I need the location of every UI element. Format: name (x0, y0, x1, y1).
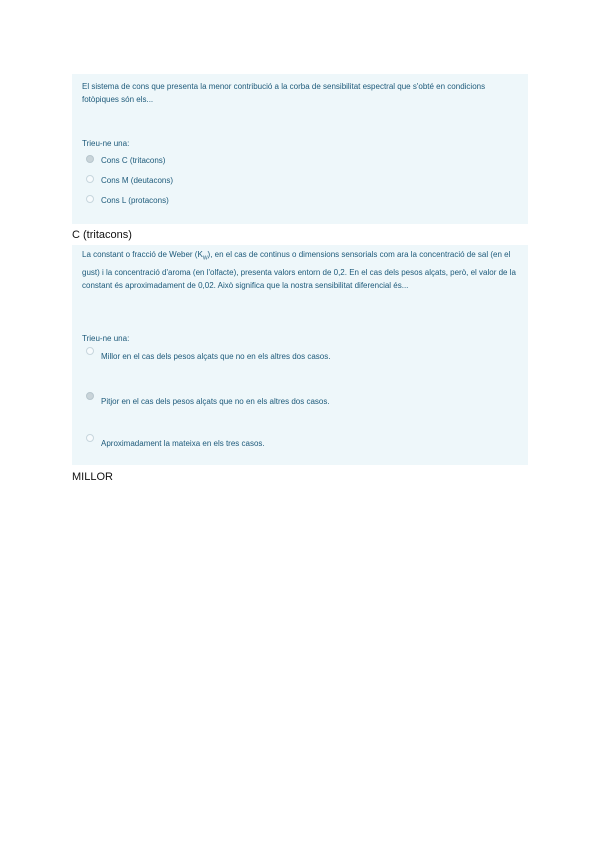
answer-option[interactable] (86, 438, 265, 450)
radio-icon[interactable] (86, 175, 94, 183)
answer-option[interactable] (86, 195, 169, 207)
question-text-part: ), en el cas de continus o dimensions sensorials com ara la concentració de sal (en el gust) i la concentració d'aroma (en l'olfacte), presenta valors entorn de 0,2. En el cas dels pesos alçats, però, el valor de la constant és aproximadament de 0,02. Això significa que la nostra sensibilitat diferencial és... (82, 250, 516, 290)
question-card-2 (72, 245, 528, 465)
answer-text: C (tritacons) (72, 229, 132, 241)
answer-option[interactable] (86, 175, 173, 187)
radio-icon[interactable] (86, 434, 94, 442)
option-label: Cons C (tritacons) (101, 156, 166, 165)
question-text: El sistema de cons que presenta la menor contribució a la corba de sensibilitat espectral que s'obté en condicions fotòpiques són els... (82, 82, 486, 104)
answer-option[interactable] (86, 155, 165, 167)
choose-one-label: Trieu-ne una: (82, 334, 130, 343)
question-text (82, 248, 518, 292)
option-label: Pitjor en el cas dels pesos alçats que no en els altres dos casos. (101, 397, 330, 406)
radio-icon[interactable] (86, 347, 94, 355)
option-label: Millor en el cas dels pesos alçats que no en els altres dos casos. (101, 352, 331, 361)
option-label: Cons M (deutacons) (101, 176, 174, 185)
option-label: Aproximadament la mateixa en els tres casos. (101, 439, 265, 448)
choose-one-label: Trieu-ne una: (82, 139, 130, 148)
radio-selected-icon[interactable] (86, 155, 94, 163)
answer-text: MILLOR (72, 471, 113, 483)
answer-option[interactable] (86, 396, 330, 408)
question-card-1 (72, 74, 528, 224)
radio-selected-icon[interactable] (86, 392, 94, 400)
answer-option[interactable] (86, 351, 330, 363)
subscript: W (202, 255, 208, 262)
question-text-part: La constant o fracció de Weber (K (82, 250, 203, 259)
radio-icon[interactable] (86, 195, 94, 203)
option-label: Cons L (protacons) (101, 196, 169, 205)
